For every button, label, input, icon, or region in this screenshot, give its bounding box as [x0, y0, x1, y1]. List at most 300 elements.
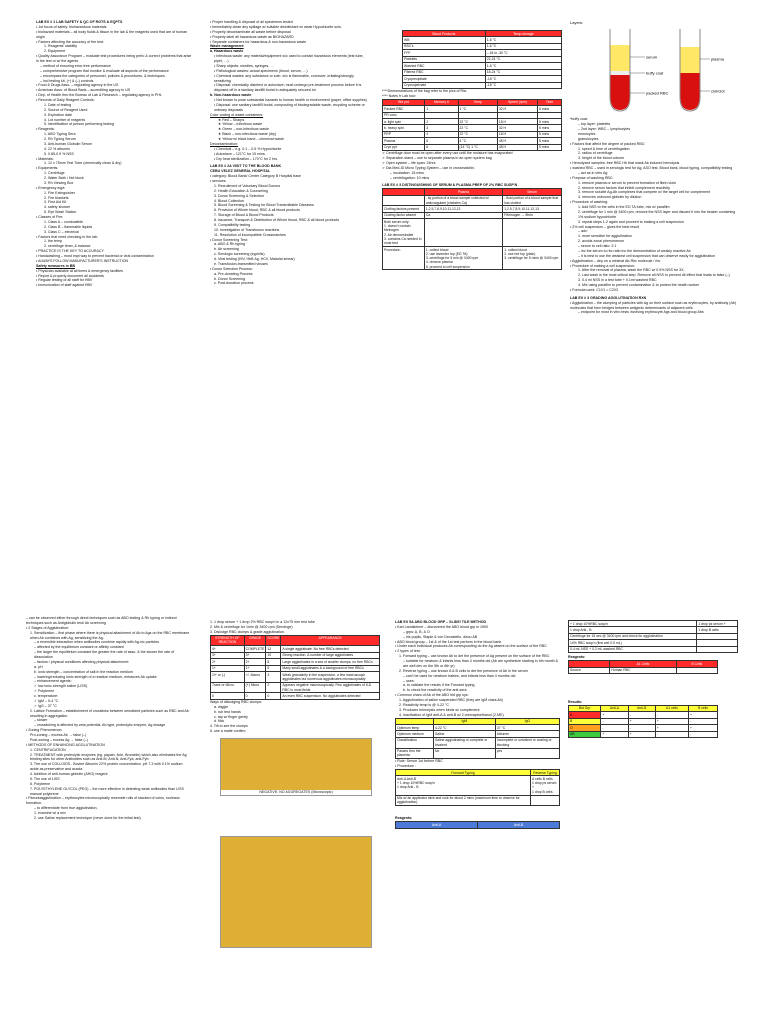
text-line: 4. removes unbound globulin by dilution [578, 195, 642, 200]
table-cell: Optimum temp [396, 724, 434, 730]
table-cell: - [601, 725, 628, 731]
text-line: b. ionic strength – concentration of salt in the reaction medium [34, 669, 133, 674]
text-line: 1. the temp [44, 239, 62, 244]
text-line: ★ Yellow w/ black band – chemical waste [218, 137, 284, 141]
table-cell: Classification [396, 737, 434, 748]
text-line: – to differentiate from true agglutination, [34, 806, 98, 811]
table-cell [531, 795, 560, 806]
text-line: • 2% cell suspension – gives the best result [570, 224, 639, 229]
text-line: • Handwashing – most impt way to prevent bacterial or viral contamination [36, 254, 154, 258]
table-cell: Trace or Micro [211, 682, 245, 693]
reagents-table [568, 660, 718, 674]
text-line: *buffy coat: [570, 117, 588, 122]
text-line: LAB EX # 2A VISIT TO THE BLOOD BANK [210, 164, 282, 169]
text-line: 2. Fire blankets [44, 195, 69, 200]
table-cell: COMPLETE [245, 646, 265, 651]
text-line: Safety measures in BB [36, 263, 75, 268]
table-cell: Albumin [495, 731, 559, 737]
text-line: Color coding of waste containers: [210, 112, 264, 117]
table-cell: Anti-A Anti-B + 1 drop 10%RBC susp'n 1 drop Anti - B [396, 776, 531, 795]
text-line: 3. The use of COLLOIDS - Bovine Albumin 22% protein concentration, pH 7.3 with 0.1% sodium azide as preservative and acacia [30, 762, 183, 772]
table-header-cell: Blood Products [403, 31, 486, 37]
table-cell: Mix w/ an applicator stick and rock for about 2 mins (maximum time to observe for agglutination) [396, 795, 531, 806]
text-line: ➢ Centrifuge door must be open after every use until the moisture has evaporated [382, 151, 513, 156]
table-cell: Platelets [403, 56, 486, 62]
table-cell: 10% RBC susp'n (first wet 0.5 mL) [569, 640, 697, 646]
text-line: ★ Green – non-infectious waste [218, 127, 269, 132]
table-cell: Plasma [383, 138, 425, 144]
table-cell: 48 H [497, 144, 537, 150]
table-header-cell: Memory # [425, 99, 458, 105]
table-cell: yes [495, 748, 559, 759]
q1-col3 [382, 30, 562, 270]
text-line: 7. Storage of Blood & Blood Products [214, 213, 274, 218]
text-line: Ways of dislodging RBC clumps: [210, 699, 262, 704]
table-cell: 48 H [497, 138, 537, 144]
spin-table [382, 99, 562, 152]
text-line: 2. Class B – flammable liquids [44, 224, 93, 229]
text-line: 1. Recruitment of Voluntary Blood Donors [214, 183, 281, 188]
table-cell: 4 [425, 131, 458, 137]
table-cell: 3 [266, 672, 281, 683]
table-cell [676, 667, 717, 673]
results-table [568, 705, 718, 738]
text-line: 2. Source of Reagent Used [44, 107, 88, 112]
photo-1-caption: NEGATIVE: NO AGGREGATES (Microscopic) [221, 790, 371, 795]
table-header-cell: A1 cells [655, 705, 688, 711]
table-cell: Clotting factors present [383, 206, 425, 212]
table-cell: An even RBC suspension. No agglutinates detected [281, 693, 380, 699]
text-line: • ALWAYS FOLLOW MANUFACTURER'S INSTRUCTION [36, 258, 129, 263]
text-line: • Autoclave – 121°C for 15 mins. [214, 151, 266, 156]
text-line: 3. Expiration date [44, 112, 72, 117]
text-line: 3. repeat steps 1-2 again and proceed to making a cell suspension [578, 219, 684, 224]
label-packed: packed RBC [646, 90, 669, 96]
text-line: • Common chars of Ab of the ABO bld grp sys: [395, 693, 469, 698]
text-line: • category: Blood Bank/ Center Category B Hospital base [210, 174, 301, 179]
table-cell: - fluid portion of a blood sample that has clotted [503, 195, 562, 206]
table-cell: Source [569, 667, 610, 673]
q1-col4 [570, 20, 740, 315]
text-line: 1. 12 x 75mm Test Tube (chemically clean & dry) [44, 161, 122, 166]
text-line: 5. Eye Wash Station [44, 210, 77, 215]
table-cell [503, 219, 562, 247]
table-cell: Optimum medium [396, 731, 434, 737]
text-line: ✓ Polybrene [34, 689, 55, 694]
text-line: 4. Inactivation of IgM anti-A & anti-B w/ 2-mercaptoethanol (2-ME) [399, 712, 504, 717]
table-header-cell: SCORE [266, 635, 281, 646]
text-line: • Factors affecting the accuracy of the test: [36, 39, 104, 44]
text-line: granulocytes [578, 136, 599, 141]
table-header-cell: Time [538, 99, 562, 105]
table-cell: 22 °C [458, 119, 497, 125]
text-line: 1. remove plasma or serum to prevent formation of fibrin clots [578, 180, 676, 185]
table-cell: 32 H [497, 106, 537, 112]
reagents-title: Reagents: [395, 816, 413, 821]
table-cell: + 1 drop 10%RBC susp'n [569, 621, 697, 627]
text-line: a. pH [34, 664, 43, 669]
text-line: 2. Equipment [44, 49, 66, 54]
table-header-cell: Bld Grp [569, 705, 601, 711]
text-line: 1. examine w/ a mix [34, 811, 66, 815]
table-row [383, 219, 562, 247]
text-line: d. flick [214, 719, 225, 724]
table-cell: 2+ [244, 659, 266, 665]
text-line: – endpoint for most in vitro tests involving erythrocyte Ags and blood group Abs [578, 310, 704, 315]
text-line: 4. Addition of anti-human globulin (AHG) reagent [30, 772, 108, 776]
text-line: 5. use a matte confirm [210, 729, 246, 734]
text-line: – inc the serum to rbc ratio inc the demonstration of weakly reactive Ab [578, 248, 691, 253]
text-line: 2. avoids zonal phenomenon [578, 239, 624, 244]
table-cell: Packed RBC [383, 106, 425, 112]
table-cell: 5 [266, 665, 281, 671]
text-line: b. Donor Screening [214, 276, 245, 281]
table-cell: O [569, 725, 601, 731]
grading-steps [210, 620, 380, 635]
table-cell: 5 mins [538, 119, 562, 125]
table-cell: 10 [266, 652, 281, 658]
table-cell: 0 [244, 693, 266, 699]
text-line: • METHODS OF ENHANCING AGGLUTINATION [26, 742, 105, 747]
table-row [383, 195, 562, 206]
table-cell: 1,2,5,7,8,9,10,11,12,13 [503, 206, 562, 212]
table-row [569, 646, 738, 652]
table-cell: + [689, 725, 718, 731]
plasma-serum-table [382, 188, 562, 270]
table-cell: 22-24 °C [485, 56, 561, 62]
text-line: • Procedure of washing: [570, 200, 609, 205]
table-cell: A single agglutinate. No free RBCs detected [281, 646, 380, 652]
text-line: **** Notes fr Lab tour: [382, 93, 417, 98]
table-row [383, 144, 562, 150]
table-cell: - [601, 718, 628, 724]
table-cell: Many small agglutinates & a background of free RBCs [281, 665, 380, 671]
text-line: • Dep. of Health thru the Bureau of Lab & Research – regulating agency in PHL [36, 93, 162, 98]
text-line: • Properly decontaminate all waste before disposal [210, 29, 291, 34]
table-header-cell: Anti-B [628, 705, 655, 711]
table-cell: Ca [424, 212, 502, 218]
table-cell: No [433, 748, 495, 759]
text-line: 2. Water Bath / Hot block [44, 176, 84, 180]
q2-col4 [568, 620, 738, 738]
table-cell: 1+ [244, 665, 266, 671]
text-line: LAB EX # 1 LAB SAFETY & QC OF RGTS & EQPTS [36, 20, 123, 24]
table-cell: - liq portion of a blood sample collected w/ anticoagulant (chelates Ca) [424, 195, 502, 206]
table-header-cell: Temp [458, 99, 497, 105]
text-line: 4. Tilt to see the clumps [210, 724, 248, 729]
text-line: • Chemical wastes: any substance or soln. w/c is flammable, corrosive, irritating/strongly sensitizing [214, 73, 354, 83]
table-header-cell: GRADE [244, 635, 266, 646]
text-line: 5. Identification of person performing testing [44, 122, 114, 127]
text-line: – grps: A, B, & O [403, 629, 430, 634]
text-line: • Materials: [36, 156, 54, 161]
table-row [211, 693, 380, 699]
text-line: • Report & properly document all accidents [36, 273, 104, 278]
table-header-cell: Plasma [424, 189, 502, 195]
text-line: • Rule: Serum 1st before RBC [395, 759, 443, 764]
table-header-cell: Reverse Typing [531, 769, 560, 775]
table-row [569, 731, 718, 737]
text-line: 2. Reverse typing – use known A & B cells to det the presence of Ab in the serum [399, 668, 528, 673]
table-cell: Procedure: [383, 247, 425, 270]
table-cell: 5 mins [538, 144, 562, 150]
text-line: 4. 22 % albumin [44, 146, 70, 151]
table-cell: Appears negative macroscopically. Few agglutinates of 6-8 RBC in most fields [281, 682, 380, 693]
table-cell: 22 °C [458, 131, 497, 137]
text-line: • Purpose of washing RBC: [570, 175, 614, 180]
text-line: • Hemolyzed samples: free RBC Hb that mask Ab induced hemolysis [570, 161, 680, 166]
text-line: – 2nd layer: WBC – lymphocytes [578, 127, 631, 132]
table-cell: FFP [403, 50, 486, 56]
table-header-cell: Speed (rpm) [497, 99, 537, 105]
text-line: • Chemical – e.g. 0.1 – 0.5 % Hypochlorite [214, 146, 282, 151]
text-line: ★ Yellow – Infectious waste [218, 122, 263, 127]
text-line: 1. Sensitization – first phase where there is physical attachment of Ab to Ags on the RBC membrane when Ab combines with Ag, sensitizing the Ag. [30, 630, 190, 640]
table-row [396, 795, 560, 806]
table-row [403, 82, 562, 88]
text-line: 3. Donor Screening & Selection [214, 193, 265, 198]
notes-a [382, 89, 562, 99]
text-line: 2. remove serum factors that inhibit complement reactivity [578, 185, 670, 190]
text-line: • 2 types of test: [395, 649, 421, 654]
text-line: a. Hazardous waste [210, 49, 244, 54]
text-line: – adv: [578, 229, 588, 234]
text-line: 1. more sensitive for agglutination [578, 234, 632, 239]
q2-col2 [210, 620, 380, 948]
text-line: 1. After the removal of plasma, wash the RBC w/ 0.9% NSS for 3X. [578, 268, 685, 273]
text-line: 2. Mix & centrifuge for 1min @ 3400 rpm (Serofuge) [210, 624, 293, 629]
text-line: c. Post-donation process [214, 281, 254, 286]
text-line: c. temperature: [34, 694, 59, 698]
notes-col4 [570, 117, 740, 315]
table-cell: 2 [266, 682, 281, 693]
text-line: 3. remove soluble Ag-Ab complexes that compete w/ the target cell for complement [578, 190, 711, 195]
table-row [211, 682, 380, 693]
text-line: • Classes of Fire: [36, 215, 64, 219]
text-line: c. Serologic screening (syphilis) [214, 252, 265, 257]
text-line: a. wiggle [214, 704, 229, 709]
table-cell: 1 drop B cells [697, 627, 738, 633]
text-line: – centrifugation: 10 mins [390, 175, 430, 180]
text-line: 4. Blood Collection [214, 198, 244, 203]
text-line: – act as in vitro Ag [578, 170, 608, 175]
text-line: • Physician available at all times & emergency facilities [36, 268, 123, 273]
label-buffy: buffy coat [646, 70, 664, 76]
table-row [396, 737, 560, 748]
table-cell: 5 mins [538, 138, 562, 144]
text-line: • Reagents: [36, 127, 55, 132]
text-line: – encompass the categories of personnel, policies & procedures, & techniques [40, 73, 165, 78]
text-line: – lowering/reducing ionic strength of a reaction medium, enhances Ab uptake [34, 674, 157, 679]
text-line: a. Pre-donating Process [214, 271, 253, 276]
text-line: • Immunization of staff against HBV [36, 283, 93, 288]
text-line: – a reversible interaction when antibodies combine rapidly with Ag-nic particles [34, 640, 160, 645]
table-cell [697, 646, 738, 652]
abo-notes [395, 620, 560, 718]
table-cell: + [628, 731, 655, 737]
notes-b [382, 151, 562, 188]
text-line: 2. radius of centrifuge [578, 151, 613, 156]
text-line: – can't be used for newborn babies, and infants less than 4 months old [403, 673, 516, 678]
table-cell: 1. collect blood 2. use lavender top (ED TA) 3. centrifuge for 5 min @ 3400 rpm 4. remove plasma 5. proceed to cell suspension [424, 247, 502, 270]
text-line: • PRACTICE IS THE KEY TO ACCURACY [36, 249, 104, 254]
procedure-table [395, 769, 560, 806]
text-line: • Karl Landsteiner – discovered the ABO blood grp in 1900 [395, 624, 488, 629]
text-line: • Formula used: C1V1 = C2V2 [570, 287, 619, 292]
text-line: • Pathological wastes: actual specimens (blood, serum, …) [214, 68, 308, 73]
text-line: • Disposal: chemically disinfect or autoclave; must undergo pre-treatment process before it is disposed off in a sanitary landfill burial in adequately secured lot [214, 83, 362, 93]
table-header-cell: Forward Typing [396, 769, 531, 775]
text-line: • Under each individual produces Ab corresponding do the Ag absent on the surface of the RBC [395, 644, 547, 649]
text-line: d. Viral testing (HIV, HbB Ag, HCV, Malarial smear) [214, 257, 295, 261]
text-line: • Properly label all hazardous waste as BIOHAZARD [210, 34, 294, 39]
table-cell: -18 °C [485, 76, 561, 82]
grading-table [210, 635, 380, 700]
table-cell: + [655, 718, 688, 724]
table-row [569, 667, 718, 673]
text-line: 1. Agglutination of saline suspended RBC (they are IgM class Ab) [399, 698, 503, 702]
text-line: 1. Fire Extinguisher [44, 190, 75, 195]
text-line: b. Ab screening [214, 247, 239, 252]
table-row [396, 748, 560, 759]
table-cell: WB [403, 37, 486, 43]
table-cell [424, 219, 502, 247]
text-line: 5. Blood Screening & Testing for Blood Transmittable Diseases [214, 203, 314, 208]
dislodge-steps [210, 700, 380, 734]
text-line: • Agglutination – dep on a minimal Ab-Rbc molecule / rbc [570, 258, 661, 263]
text-line: CEBU VELEZ GENERAL HOSPITAL [210, 169, 271, 174]
tube-left [610, 29, 630, 111]
text-line: 8. Issuance, Transport & Distribution of Whole blood, RBC & all blood products [214, 218, 340, 222]
table-cell: - [689, 731, 718, 737]
table-cell: A cells B cells 1 drop ps serum + 1 drop B cells [531, 776, 560, 795]
table-header-cell: IgM [433, 718, 495, 724]
table-header-cell: APPEARANCE [281, 635, 380, 646]
text-line: – affected by the equilibrium constant or affinity constant [34, 645, 124, 650]
agglutination-photo-1 [220, 738, 372, 796]
text-line: • Not known to pose substantial hazards to human health or environment (paper, office supplies) [214, 98, 367, 102]
table-cell: 12 [266, 646, 281, 652]
text-line: • Factors that need checking in the lab: [36, 234, 98, 239]
text-line: 1. Class A – combustible [44, 219, 84, 224]
table-cell: 4+ [211, 646, 245, 652]
q1-col1 [36, 20, 192, 288]
table-cell: a. light spin [383, 119, 425, 125]
table-header-cell: B Cells [676, 661, 717, 667]
table-header-cell: Anti-A [601, 705, 628, 711]
q2-col1 [26, 616, 192, 821]
text-line: 1. 1 drop serum + 1 drop 2% RBC susp'n in a 12x75 mm test tube [210, 620, 315, 624]
text-line: 10. Investigation of Transfusion reactions [214, 227, 280, 232]
text-line: 2. use Saline replacement technique (never done for the initial test) [34, 815, 141, 820]
text-line: – suitable for newborn & infants less than 4 months old (Ab are synthesize starting in 4th month & are well dev on the 5th or 6th yr) [403, 659, 559, 668]
text-line: • Agglutination – the clumping of particles with Ag on their surface such as erythrocytes, by antibody (Ab) molecules that form bridges between antigenic determinants of adjacent cells [570, 300, 737, 310]
table-cell: Fibrinogen → fibrin [503, 212, 562, 218]
table-cell: 0 [211, 693, 245, 699]
tube-diagram [570, 25, 740, 115]
text-line: Decontamination: [210, 141, 238, 146]
table-cell: + [601, 731, 628, 737]
text-line: 1. Reagents' stability [44, 44, 78, 49]
text-line: 4. safety shower [44, 205, 71, 210]
text-line: – enhancement agents: [34, 679, 72, 684]
text-line: 5. 0.85-0.9 % NSS [44, 151, 74, 156]
text-line: 1. Date of testing [44, 102, 72, 107]
table-cell: Incomplete or univalent or coating or blocking [495, 737, 559, 748]
text-line: 3. Class C – electrical [44, 229, 79, 234]
table-cell: 5 [425, 138, 458, 144]
text-line: 1. speed & time of centrifugation [578, 146, 630, 151]
text-line: • 2 Stages of Agglutination: [26, 625, 70, 630]
table-cell: 0 [266, 693, 281, 699]
text-line: • American Asso. of Blood Bank – accrediting agency in US [36, 88, 131, 93]
table-header-cell: Serum [503, 189, 562, 195]
text-line: e. Transfusion-transmitted viruses [214, 261, 268, 266]
text-line: ★ Red – Sharps [218, 117, 245, 122]
table-cell: 1,2,5,7,8,9,10,11,12,13 [424, 206, 502, 212]
label-clot: clot/clot [711, 88, 725, 94]
table-header-cell: Bld prd [383, 99, 425, 105]
text-line: • Food & Drugs Asso. – regulating agency in the US [36, 83, 119, 88]
table-cell: 18 H [497, 131, 537, 137]
table-cell: 37 °C [495, 724, 559, 730]
text-line: ✓ low ionic strength saline (LISS) [34, 684, 88, 689]
text-line: 1. Forward typing – use known Ab to det the presence of Ag present on the surface of the RBC [399, 654, 550, 659]
igm-igg-table [395, 718, 560, 760]
text-line: ✓ IgG – 37 °C [34, 703, 57, 708]
text-line: 11. Resolution of incompatible Crossmatches [214, 232, 286, 237]
table-cell: Cryoprecipitate [403, 76, 486, 82]
table-cell: - [689, 718, 718, 724]
text-line: • Procedure of making a cell suspension: [570, 263, 635, 268]
table-cell: (+) Micro [244, 682, 266, 693]
label-serum: serum [646, 54, 658, 60]
text-line: 2. centrifuge for 1 min @ 3400 rpm, remove the NSS layer and discard it into the beaker containing 1% sodium hypochlorite [578, 209, 736, 219]
table-cell: - [628, 725, 655, 731]
table-cell: RBC's [403, 43, 486, 49]
text-line: • Records of Daily Reagent Controls: [36, 98, 95, 102]
table-cell: Cryosupernate [403, 82, 486, 88]
text-line: 2. Lattice Formation – establishment of crosslinks between sensitized particles such as RBC and Ab resulting in aggregation [30, 708, 189, 718]
text-line: – uses: [403, 678, 415, 683]
table-cell: A [569, 712, 601, 718]
table-cell: 32 H [497, 125, 537, 131]
text-line: – the larger the equilibrium constant the greater the rate of asso. & the slower the rate of dissociation [34, 650, 175, 659]
typing-top-table [568, 620, 738, 653]
table-cell: 3 [425, 125, 458, 131]
agglutination-photo-2 [220, 836, 372, 948]
table-cell: 8 [266, 659, 281, 665]
text-line: a. ABO & Rh typing [214, 242, 245, 247]
table-cell: 2 [425, 119, 458, 125]
table-cell: Saline [433, 731, 495, 737]
text-line: • ABO blood group – 1st & of the 1st test perform in the blood bank [395, 639, 502, 644]
label-plasma: plasma [711, 56, 724, 62]
text-line: 1. Centrifuge [44, 171, 65, 176]
text-line: – method of ensuring error-free performance [40, 63, 111, 68]
table-row [211, 672, 380, 683]
text-line: – top layer: platelets [578, 122, 611, 127]
table-cell: - [655, 731, 688, 737]
text-line: – serum to cell ratio: 2:1 [578, 244, 617, 249]
table-cell: AB [569, 731, 601, 737]
text-line: ➢ Dia Med-ID Micro Typing System – use in crossmatchin. [382, 165, 476, 170]
table-header-cell: B cells [689, 705, 718, 711]
table-cell: - [655, 712, 688, 718]
text-line: LAB EX 5A ABO BLOOD GRP – SLIDE/ TILE METHOD [395, 620, 487, 624]
text-line: – factors / physical conditions affecting physical attachment: [34, 659, 130, 664]
text-line: 7. POLYETHYLENE GLYCOL (PEG) – the more effective in detecting weak antibodies than LISS manual polybrene [30, 786, 184, 796]
